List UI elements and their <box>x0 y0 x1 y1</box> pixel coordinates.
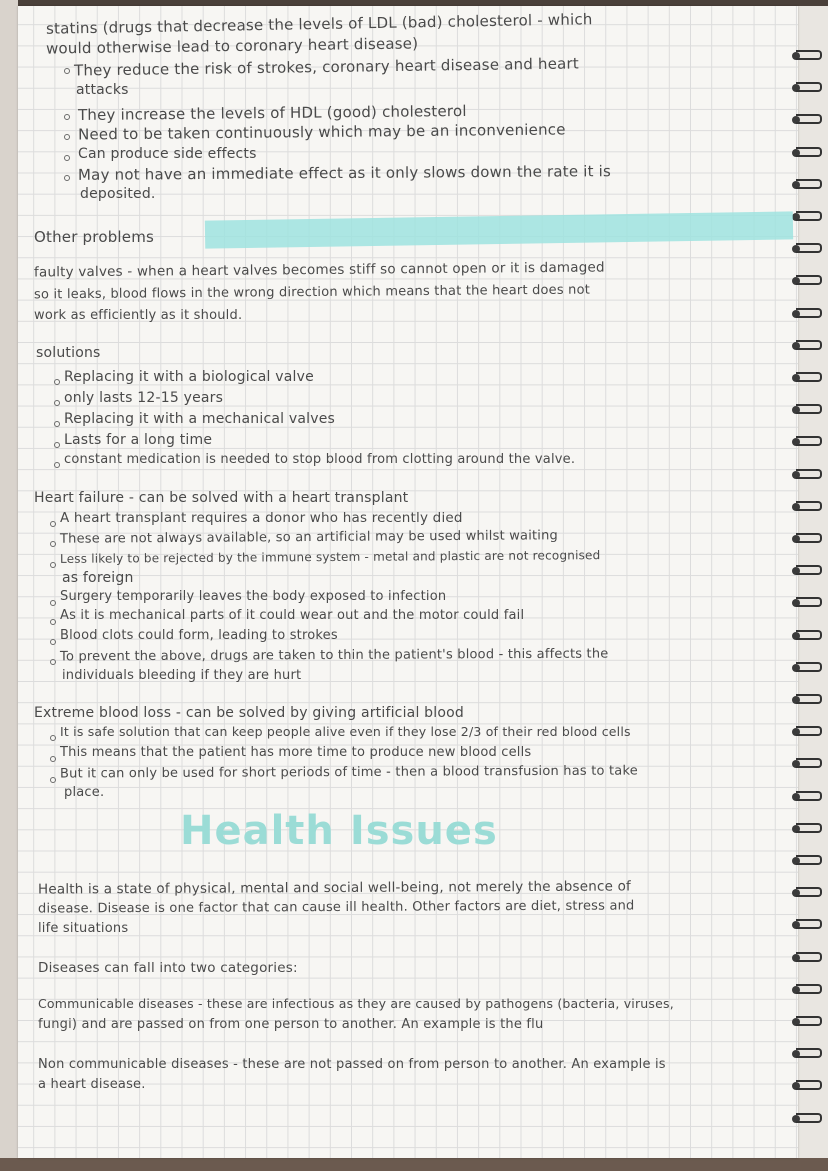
note-line: As it is mechanical parts of it could wear out and the motor could fail <box>60 608 525 623</box>
binding-ring <box>792 724 822 742</box>
binding-ring <box>792 756 822 774</box>
note-line: To prevent the above, drugs are taken to thin the patient's blood - this affects the <box>59 646 609 665</box>
note-line: faulty valves - when a heart valves becomes stiff so cannot open or it is damaged <box>33 259 605 281</box>
binding-ring <box>792 531 822 549</box>
note-line: constant medication is needed to stop blood from clotting around the valve. <box>64 452 576 467</box>
note-line: Can produce side effects <box>78 146 257 162</box>
binding-ring <box>792 306 822 324</box>
note-line: a heart disease. <box>38 1077 146 1092</box>
bullet-point <box>54 421 60 427</box>
note-line: individuals bleeding if they are hurt <box>62 668 302 683</box>
binding-ring <box>792 660 822 678</box>
binding-ring <box>792 595 822 613</box>
binding-ring <box>792 499 822 517</box>
bullet-point <box>50 735 56 741</box>
bullet-point <box>54 379 60 385</box>
binding-ring <box>792 563 822 581</box>
binding-ring <box>792 48 822 66</box>
desk-background-left <box>0 0 18 1171</box>
binding-ring <box>792 80 822 98</box>
binding-ring <box>792 885 822 903</box>
binding-ring <box>792 1014 822 1032</box>
binding-ring <box>792 434 822 452</box>
binding-ring <box>792 467 822 485</box>
bullet-point <box>50 659 56 665</box>
note-line: They increase the levels of HDL (good) cholesterol <box>77 101 467 125</box>
binding-ring <box>792 112 822 130</box>
note-line: fungi) and are passed on from one person to another. An example is the flu <box>38 1017 544 1032</box>
binding-ring <box>792 1078 822 1096</box>
bullet-point <box>64 134 70 140</box>
binding-ring <box>792 177 822 195</box>
note-line: Lasts for a long time <box>64 432 213 448</box>
bullet-point <box>54 400 60 406</box>
desk-background-bottom <box>0 1158 828 1171</box>
bullet-point <box>50 756 56 762</box>
binding-ring <box>792 241 822 259</box>
note-line: But it can only be used for short periods of time - then a blood transfusion has to take <box>59 763 638 782</box>
binding-ring <box>792 853 822 871</box>
binding-ring <box>792 1111 822 1129</box>
bullet-point <box>64 175 70 181</box>
note-line: attacks <box>76 82 129 98</box>
section-heading: Other problems <box>34 228 155 246</box>
binding-ring <box>792 821 822 839</box>
note-line: May not have an immediate effect as it only slows down the rate it is <box>77 162 612 184</box>
note-line: Communicable diseases - these are infectious as they are caused by pathogens (bacteria, viruses, <box>38 996 674 1011</box>
binding-ring <box>792 789 822 807</box>
binding-ring <box>792 950 822 968</box>
note-line: Surgery temporarily leaves the body exposed to infection <box>60 589 447 604</box>
note-line: Non communicable diseases - these are not passed on from person to another. An example is <box>38 1057 666 1072</box>
note-line: Blood clots could form, leading to strokes <box>60 628 338 643</box>
note-line: Diseases can fall into two categories: <box>38 960 298 976</box>
note-line: These are not always available, so an artificial may be used whilst waiting <box>59 528 559 547</box>
binding-ring <box>792 338 822 356</box>
bullet-point <box>50 777 56 783</box>
bullet-point <box>50 562 56 568</box>
bullet-point <box>64 114 70 120</box>
bullet-point <box>50 619 56 625</box>
note-line: would otherwise lead to coronary heart disease) <box>45 34 419 58</box>
bullet-point <box>50 600 56 606</box>
note-line: Replacing it with a biological valve <box>64 369 314 385</box>
note-line: work as efficiently as it should. <box>34 308 243 323</box>
note-line: solutions <box>36 345 101 361</box>
binding-ring <box>792 145 822 163</box>
note-line: Health is a state of physical, mental and social well-being, not merely the absence of <box>37 878 632 898</box>
bullet-point <box>50 639 56 645</box>
note-line: so it leaks, blood flows in the wrong direction which means that the heart does not <box>33 282 591 303</box>
bullet-point <box>64 68 70 74</box>
bullet-point <box>50 541 56 547</box>
note-line: life situations <box>38 921 129 936</box>
note-line: Replacing it with a mechanical valves <box>64 411 336 427</box>
bullet-point <box>50 521 56 527</box>
note-line: A heart transplant requires a donor who has recently died <box>60 510 463 526</box>
note-line: statins (drugs that decrease the levels of LDL (bad) cholesterol - which <box>45 10 593 38</box>
note-line: only lasts 12-15 years <box>64 390 224 406</box>
note-line: disease. Disease is one factor that can cause ill health. Other factors are diet, stress and <box>37 898 635 917</box>
binding-ring <box>792 917 822 935</box>
binding-ring <box>792 273 822 291</box>
note-line: as foreign <box>62 570 134 586</box>
binding-ring <box>792 370 822 388</box>
note-line: Less likely to be rejected by the immune system - metal and plastic are not recognised <box>59 548 601 566</box>
note-line: It is safe solution that can keep people alive even if they lose 2/3 of their red blood cells <box>60 724 631 739</box>
bullet-point <box>54 442 60 448</box>
binding-ring <box>792 982 822 1000</box>
bullet-point <box>64 155 70 161</box>
note-line: Heart failure - can be solved with a heart transplant <box>34 490 409 506</box>
note-line: Extreme blood loss - can be solved by giving artificial blood <box>34 705 464 721</box>
note-line: This means that the patient has more time to produce new blood cells <box>60 745 532 760</box>
note-line: They reduce the risk of strokes, coronary heart disease and heart <box>73 54 580 80</box>
note-line: place. <box>64 785 105 800</box>
spiral-binding <box>788 40 828 1150</box>
page-title: Health Issues <box>180 808 498 854</box>
note-line: Need to be taken continuously which may be an inconvenience <box>77 120 566 144</box>
binding-ring <box>792 1046 822 1064</box>
bullet-point <box>54 462 60 468</box>
binding-ring <box>792 402 822 420</box>
binding-ring <box>792 692 822 710</box>
note-line: deposited. <box>80 186 156 202</box>
binding-ring <box>792 628 822 646</box>
binding-ring <box>792 209 822 227</box>
